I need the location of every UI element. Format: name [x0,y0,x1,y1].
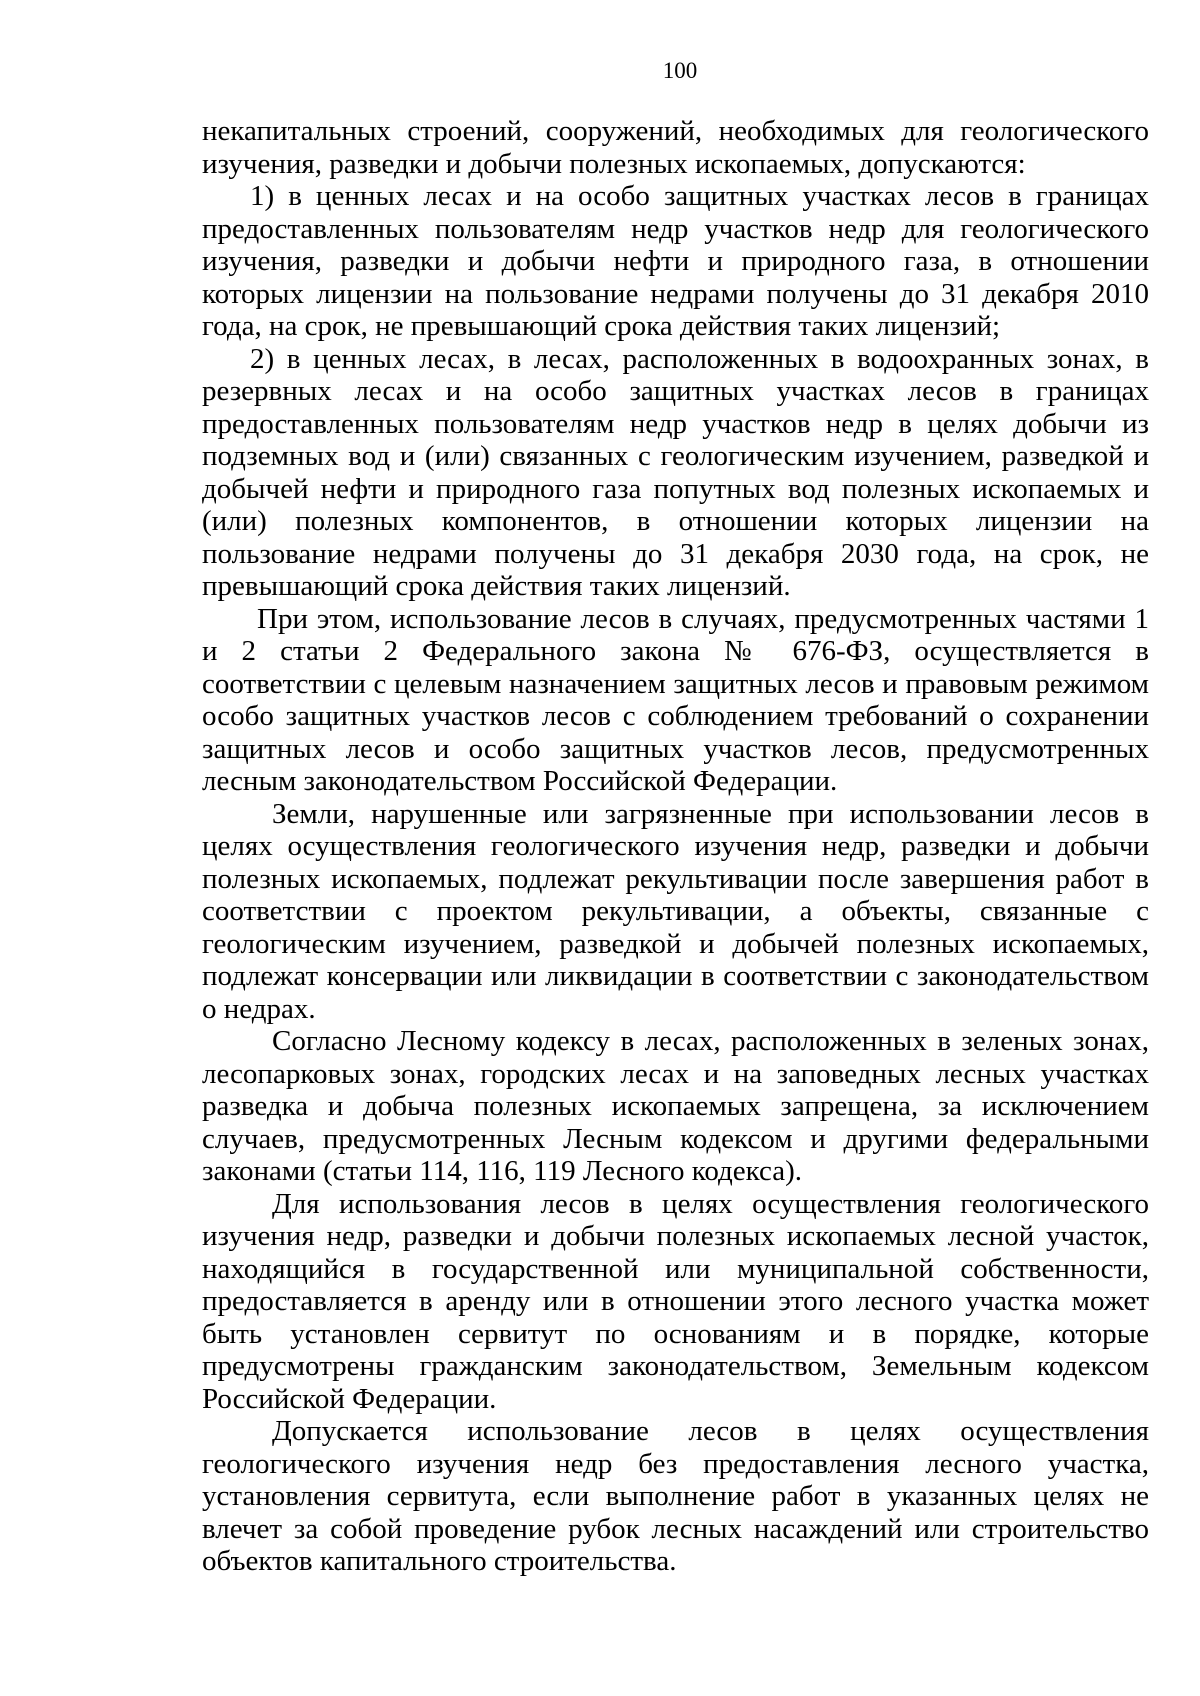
paragraph-forest-code: Согласно Лесному кодексу в лесах, расположенных в зеленых зонах, лесопарковых зонах, городских лесах и на заповедных лесных участках разведка и добыча полезных ископаемых запрещена, за исключением случаев, предусмотренных Лесным кодексом и другими федеральными законами (статьи 114, 116, 119 Лесного кодекса). [202,1025,1149,1187]
paragraph-permitted-use: Допускается использование лесов в целях осуществления геологического изучения недр без предоставления лесного участка, установления сервитута, если выполнение работ в указанных целях не влечет за собой проведение рубок лесных насаждений или строительство объектов капитального строительства. [202,1415,1149,1577]
paragraph-recultivation: Земли, нарушенные или загрязненные при использовании лесов в целях осуществления геологического изучения недр, разведки и добычи полезных ископаемых, подлежат рекультивации после завершения работ в соответствии с проектом рекультивации, а объекты, связанные с геологическим изучением, разведкой и добычей полезных ископаемых, подлежат консервации или ликвидации в соответствии с законодательством о недрах. [202,797,1149,1025]
page-number: 100 [662,58,698,83]
paragraph-lease: Для использования лесов в целях осуществления геологического изучения недр, разведки и добычи полезных ископаемых лесной участок, находящийся в государственной или муниципальной собственности, предоставляется в аренду или в отношении этого лесного участка может быть установлен сервитут по основаниям и в порядке, которые предусмотрены гражданским законодательством, Земельным кодексом Российской Федерации. [202,1187,1149,1415]
paragraph-usage-conditions: При этом, использование лесов в случаях, предусмотренных частями 1 и 2 статьи 2 Федерального закона № 676-ФЗ, осуществляется в соответствии с целевым назначением защитных лесов и правовым режимом особо защитных участков лесов с соблюдением требований о сохранении защитных лесов и особо защитных участков лесов, предусмотренных лесным законодательством Российской Федерации. [202,602,1149,797]
document-body [202,115,1149,1578]
paragraph-item-2: 2) в ценных лесах, в лесах, расположенных в водоохранных зонах, в резервных лесах и на особо защитных участках лесов в границах предоставленных пользователям недр участков недр в целях добычи из подземных вод и (или) связанных с геологическим изучением, разведкой и добычей нефти и природного газа попутных вод полезных ископаемых и (или) полезных компонентов, в отношении которых лицензии на пользование недрами получены до 31 декабря 2030 года, на срок, не превышающий срока действия таких лицензий. [202,342,1149,602]
paragraph-continuation: некапитальных строений, сооружений, необходимых для геологического изучения, разведки и добычи полезных ископаемых, допускаются: [202,115,1149,180]
paragraph-item-1: 1) в ценных лесах и на особо защитных участках лесов в границах предоставленных пользователям недр участков недр для геологического изучения, разведки и добычи нефти и природного газа, в отношении которых лицензии на пользование недрами получены до 31 декабря 2010 года, на срок, не превышающий срока действия таких лицензий; [202,180,1149,342]
